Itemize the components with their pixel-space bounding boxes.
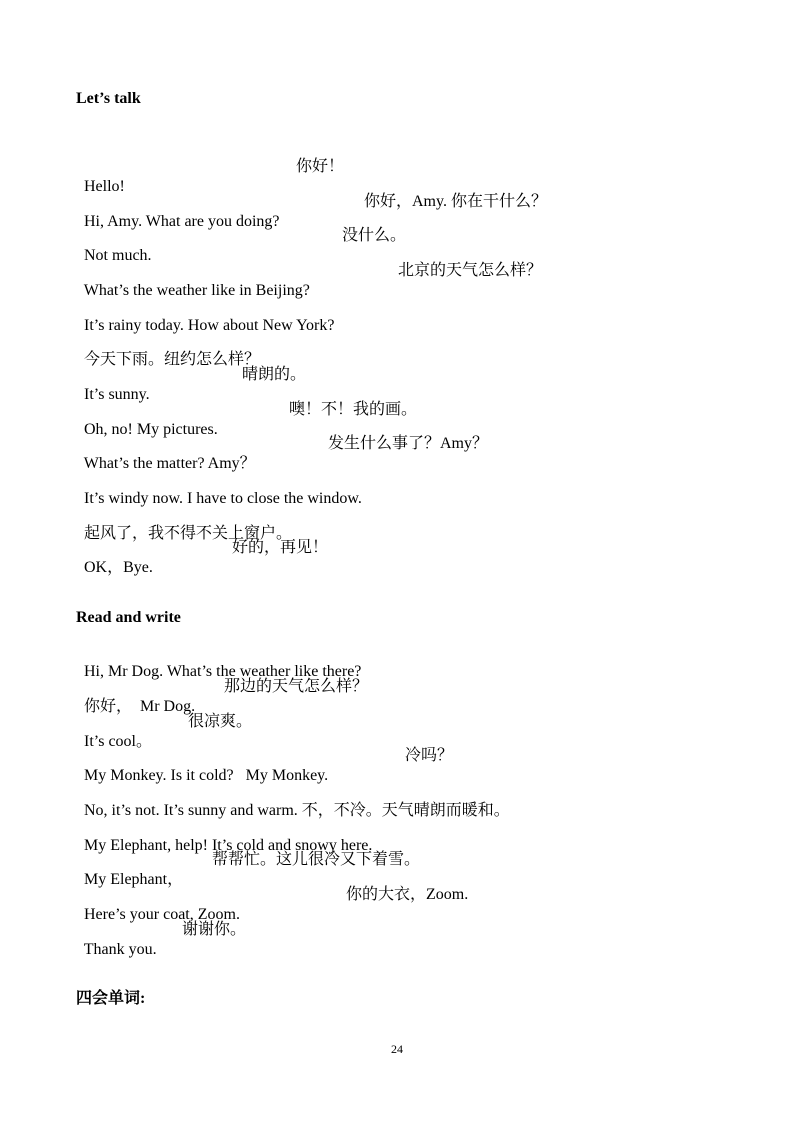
chinese-text: 发生什么事了？Amy？ (328, 435, 489, 452)
chinese-text: 好的，再见！ (232, 539, 329, 556)
chinese-text: 起风了，我不得不关上窗户。 (84, 525, 293, 542)
dialogue-line (76, 330, 260, 370)
english-text: It’s rainy today. How about New York? (84, 317, 335, 334)
page-number: 24 (391, 1042, 403, 1056)
dialogue-line (76, 469, 362, 509)
english-text: It’s sunny. (84, 386, 150, 403)
section-heading-vocabulary: 四会单词: (76, 990, 146, 1007)
chinese-text: 噢！不！我的画。 (289, 401, 418, 418)
dialogue-line (76, 642, 361, 682)
section-heading-read-and-write: Read and write (76, 609, 181, 626)
english-text: What’s the weather like in Beijing? (83, 282, 310, 299)
chinese-text: 你好，Amy. 你在干什么？ (364, 193, 547, 210)
chinese-text: 你的大衣，Zoom. (346, 886, 469, 903)
english-text: My Elephant， (84, 871, 184, 888)
dialogue-line (76, 538, 329, 598)
english-text: Hi, Mr Dog. What’s the weather like there? (84, 663, 362, 680)
chinese-text: 没什么。 (342, 227, 407, 244)
english-text: 你好， Mr Dog. (84, 698, 196, 715)
english-text: No, it’s not. It’s sunny and warm. 不，不冷。天气晴朗而暖和。 (84, 802, 510, 819)
dialogue-line (76, 781, 510, 821)
chinese-text: 你好！ (296, 158, 345, 175)
english-text: Here’s your coat, Zoom. (84, 906, 240, 923)
english-text: Thank you. (83, 941, 157, 958)
english-text: My Elephant, help! It’s cold and snowy here. (84, 837, 373, 854)
english-text: It’s cool。 (84, 733, 152, 750)
chinese-text: 冷吗？ (405, 747, 454, 764)
section-heading-lets-talk: Let’s talk (76, 90, 141, 107)
english-text: Not much. (84, 247, 152, 264)
english-text: OK，Bye. (84, 559, 153, 576)
english-text: What’s the matter? Amy？ (83, 455, 256, 472)
english-text: Oh, no! My pictures. (84, 421, 218, 438)
chinese-text: 谢谢你。 (182, 921, 247, 938)
chinese-text: 那边的天气怎么样？ (224, 678, 369, 695)
chinese-text: 今天下雨。纽约怎么样？ (84, 351, 261, 368)
chinese-text: 帮帮忙。这儿很冷又下着雪。 (212, 851, 421, 868)
english-text: My Monkey. Is it cold? My Monkey. (84, 767, 329, 784)
english-text: Hello! (84, 178, 125, 195)
chinese-text: 北京的天气怎么样？ (398, 262, 543, 279)
english-text: Hi, Amy. What are you doing? (84, 213, 280, 230)
chinese-text: 晴朗的。 (242, 366, 307, 383)
english-text: It’s windy now. I have to close the window. (84, 490, 362, 507)
dialogue-line (76, 920, 247, 980)
chinese-text: 很凉爽。 (188, 713, 253, 730)
